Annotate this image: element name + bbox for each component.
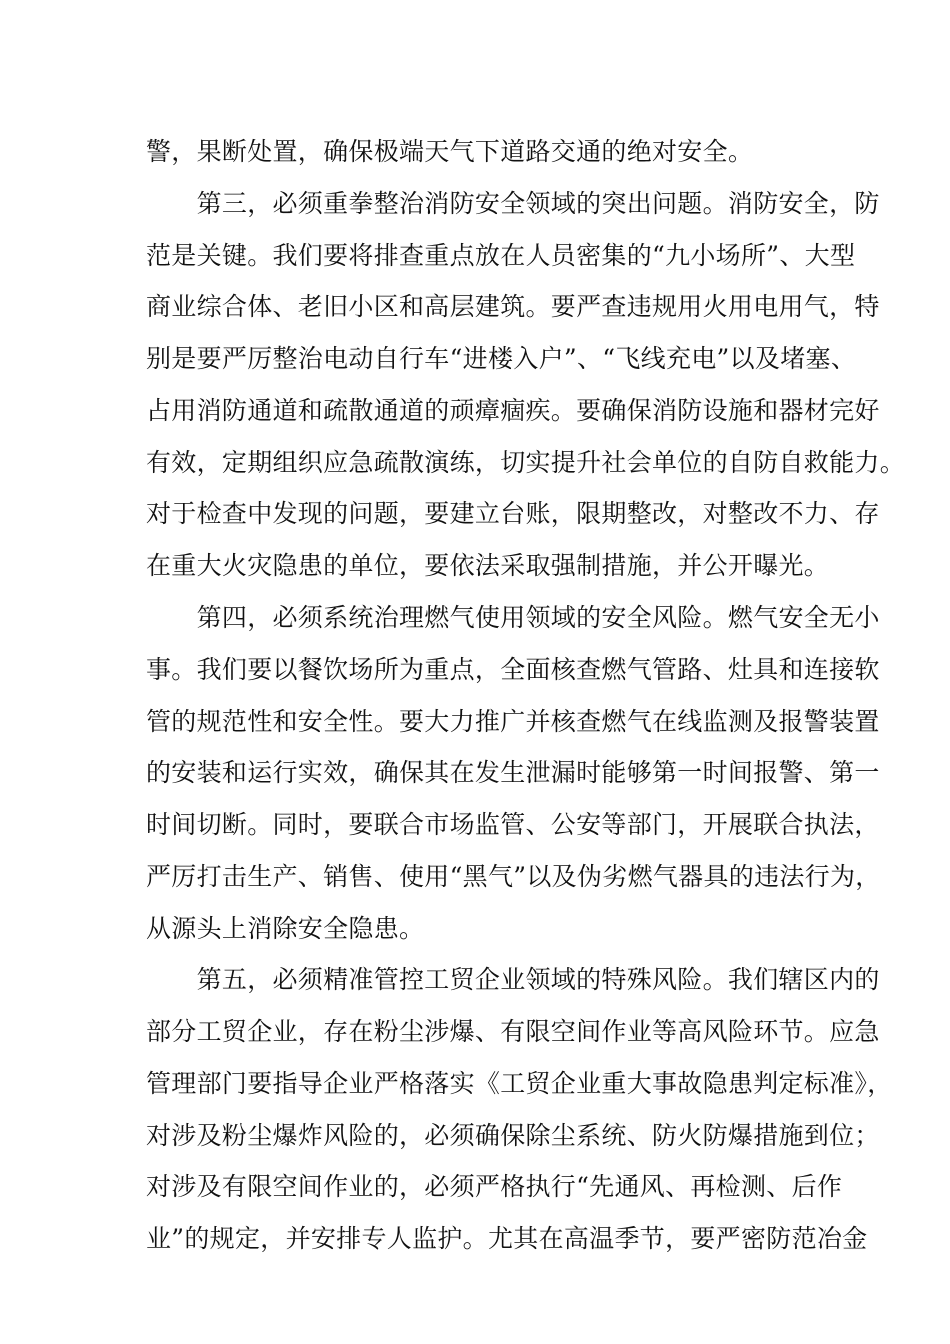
text-line: 事。我们要以餐饮场所为重点，全面核查燃气管路、灶具和连接软 xyxy=(146,655,880,684)
text-line: 管理部门要指导企业严格落实《工贸企业重大事故隐患判定标准》， xyxy=(146,1069,893,1098)
text-line: 占用消防通道和疏散通道的顽瘴痼疾。要确保消防设施和器材完好 xyxy=(146,396,880,425)
text-line: 警，果断处置，确保极端天气下道路交通的绝对安全。 xyxy=(146,137,754,166)
text-line: 在重大火灾隐患的单位，要依法采取强制措施，并公开曝光。 xyxy=(146,551,830,580)
paragraph-4-start: 第四，必须系统治理燃气使用领域的安全风险。燃气安全无小 xyxy=(146,603,880,632)
text-line: 管的规范性和安全性。要大力推广并核查燃气在线监测及报警装置 xyxy=(146,707,880,736)
text-line: 范是关键。我们要将排查重点放在人员密集的“九小场所”、大型 xyxy=(146,241,856,270)
text-line: 部分工贸企业，存在粉尘涉爆、有限空间作业等高风险环节。应急 xyxy=(146,1017,880,1046)
text-line: 严厉打击生产、销售、使用“黑气”以及伪劣燃气器具的违法行为， xyxy=(146,862,881,891)
text-line: 别是要严厉整治电动自行车“进楼入户”、“飞线充电”以及堵塞、 xyxy=(146,344,857,373)
text-line: 对涉及粉尘爆炸风险的，必须确保除尘系统、防火防爆措施到位； xyxy=(146,1121,880,1150)
text-line: 对于检查中发现的问题，要建立台账，限期整改，对整改不力、存 xyxy=(146,499,880,528)
text-line: 业”的规定，并安排专人监护。尤其在高温季节，要严密防范冶金 xyxy=(146,1224,868,1253)
text-line: 有效，定期组织应急疏散演练，切实提升社会单位的自防自救能力。 xyxy=(146,448,906,477)
paragraph-5-start: 第五，必须精准管控工贸企业领域的特殊风险。我们辖区内的 xyxy=(146,965,880,994)
paragraph-3-start: 第三，必须重拳整治消防安全领域的突出问题。消防安全，防 xyxy=(146,189,880,218)
text-line: 对涉及有限空间作业的，必须严格执行“先通风、再检测、后作 xyxy=(146,1172,843,1201)
text-line: 从源头上消除安全隐患。 xyxy=(146,914,425,943)
text-line: 的安装和运行实效，确保其在发生泄漏时能够第一时间报警、第一 xyxy=(146,758,880,787)
text-line: 商业综合体、老旧小区和高层建筑。要严查违规用火用电用气，特 xyxy=(146,292,880,321)
text-line: 时间切断。同时，要联合市场监管、公安等部门，开展联合执法， xyxy=(146,810,880,839)
